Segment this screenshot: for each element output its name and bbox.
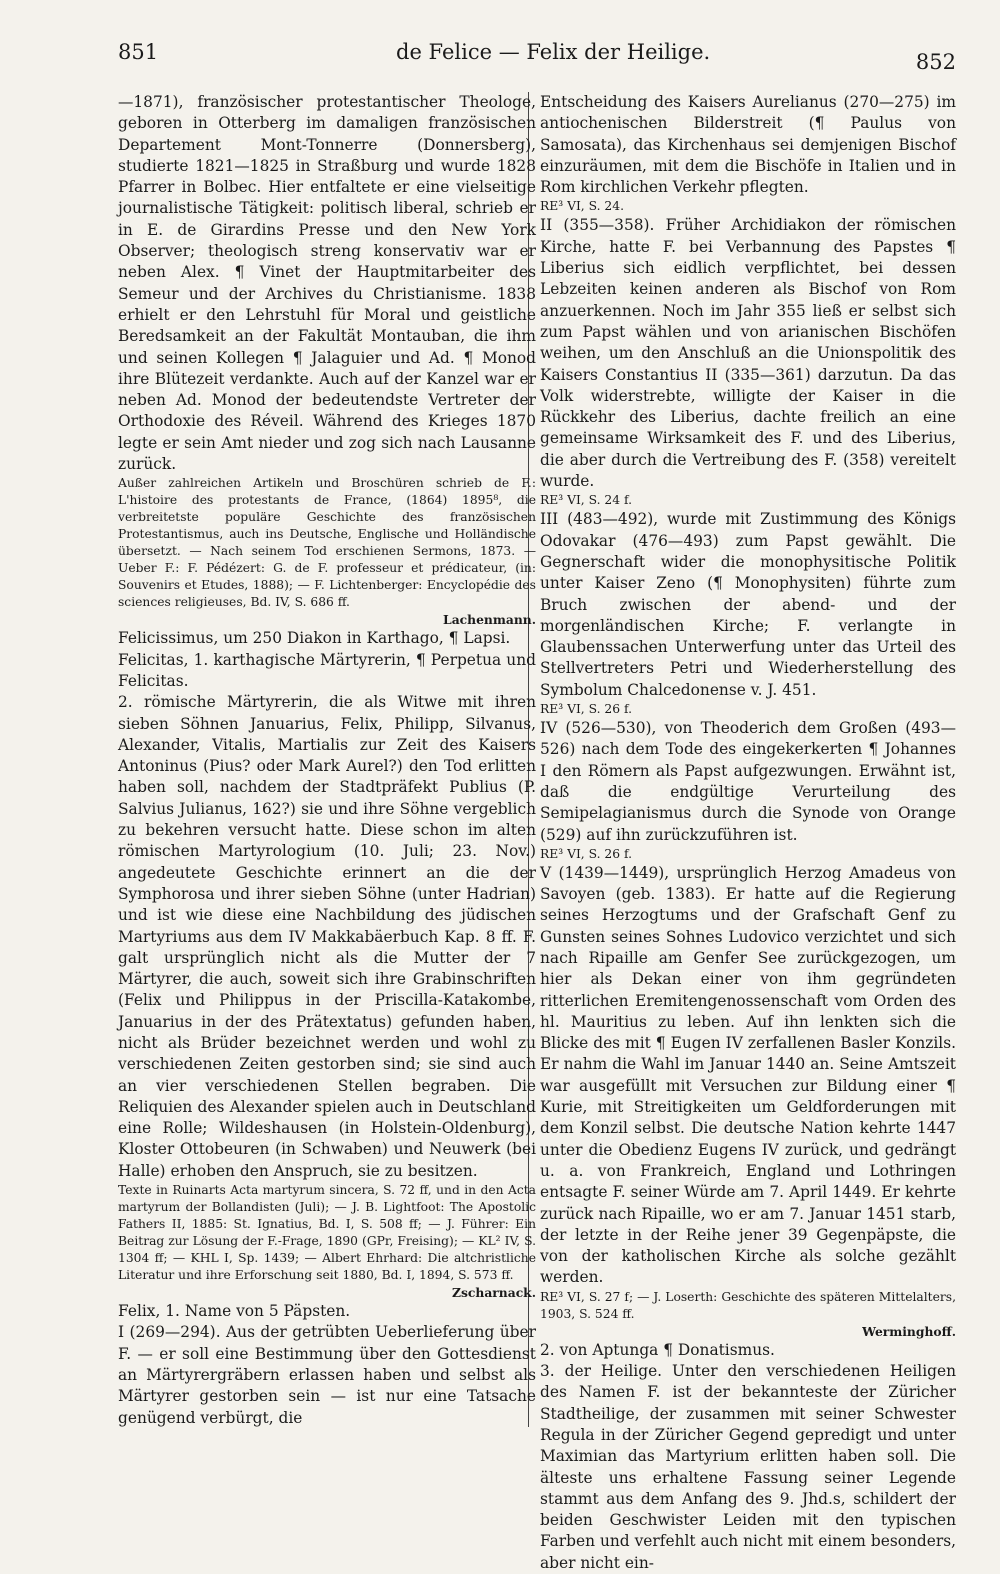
bibliography-text: Außer zahlreichen Artikeln und Broschüren schrieb de F.: L'histoire des protestants de France, (1864) 1895⁸, die verbreitetste populäre Geschichte des französischen Protestantismus, auch ins Deutsche, Englische und Holländische übersetzt. — Nach seinem Tod erschienen Sermons, 1873. — Ueber F.: F. Pédézert: G. de F. professeur et prédicateur, (in: Souvenirs et Etudes, 1888); — F. Lichtenberger: Encyclopédie des sciences religieuses, Bd. IV, S. 686 ff. xyxy=(118,476,536,610)
entry-felix-3: 3. der Heilige. Unter den verschiedenen Heiligen des Namen F. ist der bekannteste der Züricher Stadtheilige, der zusammen mit seiner Schwester Regula in der Züricher Gegend gepredigt und unter Maximian das Martyrium erlitten haben soll. Die älteste uns erhaltene Fassung seiner Legende stammt aus dem Anfang des 9. Jhd.s, schildert der beiden Geschwister Leiden mit den typischen Farben und verfehlt auch nicht mit einem besonders, aber nicht ein- xyxy=(540,1362,956,1572)
reference: RE³ VI, S. 26 f. xyxy=(540,846,633,861)
entry-felix-2: 2. von Aptunga ¶ Donatismus. xyxy=(540,1340,775,1359)
author-signature: Werminghoff. xyxy=(862,1323,956,1339)
entry-felicitas-1: Felicitas, 1. karthagische Märtyrerin, ¶ Perpetua und Felicitas. xyxy=(118,650,536,690)
running-title: de Felice — Felix der Heilige. xyxy=(396,40,711,64)
felicitas-bibliography xyxy=(118,1182,536,1284)
felix-v-bibliography xyxy=(540,1289,956,1323)
article-felice-bibliography xyxy=(118,475,536,611)
entry-felix-ii: II (355—358). Früher Archidiakon der römischen Kirche, hatte F. bei Verbannung des Papstes ¶ Liberius sich eidlich verpflichtet, bei dessen Lebzeiten keinen anderen als Bischof von Rom anzuerkennen. Noch im Jahr 355 ließ er selbst sich zum Papst wählen und von arianischen Bischöfen weihen, um den Anschluß an die Unionspolitik des Kaisers Constantius II (335—361) darzutun. Da das Volk widerstrebte, willigte der Kaiser in die Rückkehr des Liberius, dachte freilich an eine gemeinsame Wirksamkeit des F. und des Liberius, die aber durch die Vertreibung des F. (358) vereitelt wurde. xyxy=(540,216,956,491)
author-signature: Zscharnack. xyxy=(452,1285,536,1301)
reference: RE³ VI, S. 24. xyxy=(540,199,624,214)
entry-felicissimus: Felicissimus, um 250 Diakon in Karthago, ¶ Lapsi. xyxy=(118,629,511,648)
article-felice-body: —1871), französischer protestantischer Theologe, geboren in Otterberg im damaligen französischen Departement Mont-Tonnerre (Donnersberg), studierte 1821—1825 in Straßburg und wurde 1828 Pfarrer in Bolbec. Hier entfaltete er eine vielseitige journalistische Tätigkeit: politisch liberal, schrieb er in E. de Girardins Presse und den New York Observer; theologisch streng konservativ war er neben Alex. ¶ Vinet der Hauptmitarbeiter des Semeur und der Archives du Christianisme. 1838 erhielt er den Lehrstuhl für Moral und geistliche Beredsamkeit an der Fakultät Montauban, die ihm und seinen Kollegen ¶ Jalaguier und Ad. ¶ Monod ihre Blütezeit verdankte. Auch auf der Kanzel war er neben Ad. Monod der bedeutendste Vertreter der Orthodoxie des Réveil. Während des Krieges 1870 legte er sein Amt nieder und zog sich nach Lausanne zurück. xyxy=(118,93,536,474)
entry-felix-i-continued: Entscheidung des Kaisers Aurelianus (270—275) im antiochenischen Bilderstreit (¶ Paulus von Samosata), das Kirchenhaus sei demjenigen Bischof einzuräumen, mit dem die Bischöfe in Italien und in Rom kirchlichen Verkehr pflegten. xyxy=(540,93,956,197)
left-column xyxy=(118,92,536,1482)
entry-felix-heading: Felix, 1. Name von 5 Päpsten. xyxy=(118,1302,351,1321)
reference: RE³ VI, S. 24 f. xyxy=(540,493,633,508)
page-number-right: 852 xyxy=(915,50,956,74)
right-column xyxy=(540,92,956,1572)
bibliography-text: RE³ VI, S. 27 f; — J. Loserth: Geschichte des späteren Mittelalters, 1903, S. 524 ff. xyxy=(540,1289,956,1321)
entry-felix-v: V (1439—1449), ursprünglich Herzog Amadeus von Savoyen (geb. 1383). Er hatte auf die Regierung seines Herzogtums und der Grafschaft Genf zu Gunsten seines Sohnes Ludovico verzichtet und sich nach Ripaille am Genfer See zurückgezogen, um hier als Dekan einer von ihm gegründeten ritterlichen Eremitengenossenschaft vom Orden des hl. Mauritius zu leben. Auf ihn lenkten sich die Blicke des mit ¶ Eugen IV zerfallenen Basler Konzils. Er nahm die Wahl im Januar 1440 an. Seine Amtszeit war ausgefüllt mit Versuchen zur Bildung einer ¶ Kurie, mit Streitigkeiten um Geldforderungen mit dem Konzil selbst. Die deutsche Nation kehrte 1447 unter die Obedienz Eugens IV zurück, und gedrängt u. a. von Frankreich, England und Lothringen entsagte F. seiner Würde am 7. April 1449. Er kehrte zurück nach Ripaille, wo er am 7. Januar 1451 starb, der letzte in der Reihe jener 39 Gegenpäpste, die von der katholischen Kirche als solche gezählt werden. xyxy=(540,863,956,1287)
page-header xyxy=(118,36,956,76)
reference: RE³ VI, S. 26 f. xyxy=(540,702,633,717)
entry-felicitas-2: 2. römische Märtyrerin, die als Witwe mit ihren sieben Söhnen Januarius, Felix, Philipp, Silvanus, Alexander, Vitalis, Martialis zur Zeit des Kaisers Antoninus (Pius? oder Mark Aurel?) den Tod erlitten haben soll, nachdem der Stadtpräfekt Publius (P. Salvius Julianus, 162?) sie und ihre Söhne vergeblich zu bekehren versucht hatte. Diese schon im alten römischen Martyrologium (10. Juli; 23. Nov.) angedeutete Geschichte erinnert an die der Symphorosa und ihrer sieben Söhne (unter Hadrian) und ist wie diese eine Nachbildung des jüdischen Martyriums aus dem IV Makkabäerbuch Kap. 8 ff. F. galt ursprünglich nicht als die Mutter der 7 Märtyrer, die auch, soweit sich ihre Grabinschriften (Felix und Philippus in der Priscilla-Katakombe, Januarius in der des Prätextatus) gefunden haben, nicht als Brüder bezeichnet werden und wohl zu verschiedenen Zeiten gestorben sind; sie sind auch an vier verschiedenen Stellen begraben. Die Reliquien des Alexander spielen auch in Deutschland eine Rolle; Wildeshausen (in Holstein-Oldenburg), Kloster Ottobeuren (in Schwaben) und Neuwerk (bei Halle) erhoben den Anspruch, sie zu besitzen. xyxy=(118,693,536,1180)
page-number-left: 851 xyxy=(118,40,159,64)
entry-felix-i: I (269—294). Aus der getrübten Ueberlieferung über F. — er soll eine Bestimmung über den Gottesdienst an Märtyrergräbern erlassen haben und selbst als Märtyrer gestorben sein — ist nur eine Tatsache genügend verbürgt, die xyxy=(118,1323,536,1427)
author-signature: Lachenmann. xyxy=(443,612,536,628)
entry-felix-iv: IV (526—530), von Theoderich dem Großen (493—526) nach dem Tode des eingekerkerten ¶ Johannes I den Römern als Papst aufgezwungen. Erwähnt ist, daß die endgültige Verurteilung des Semipelagianismus durch die Synode von Orange (529) auf ihn zurückzuführen ist. xyxy=(540,719,956,844)
entry-felix-iii: III (483—492), wurde mit Zustimmung des Königs Odovakar (476—493) zum Papst gewählt. Die Gegnerschaft wider die monophysitische Politik unter Kaiser Zeno (¶ Monophysiten) führte zum Bruch zwischen der abend- und der morgenländischen Kirche; F. verlangte in Glaubenssachen Unterwerfung unter das Urteil des Stellvertreters Petri und Wiederherstellung des Symbolum Chalcedonense v. J. 451. xyxy=(540,510,956,699)
bibliography-text: Texte in Ruinarts Acta martyrum sincera, S. 72 ff, und in den Acta martyrum der Bollandisten (Juli); — J. B. Lightfoot: The Apostolic Fathers II, 1885: St. Ignatius, Bd. I, S. 508 ff; — J. Führer: Ein Beitrag zur Lösung der F.-Frage, 1890 (GPr, Freising); — KL² IV, S. 1304 ff; — KHL I, Sp. 1439; — Albert Ehrhard: Die altchristliche Literatur und ihre Erforschung seit 1880, Bd. I, 1894, S. 573 ff. xyxy=(118,1183,536,1283)
